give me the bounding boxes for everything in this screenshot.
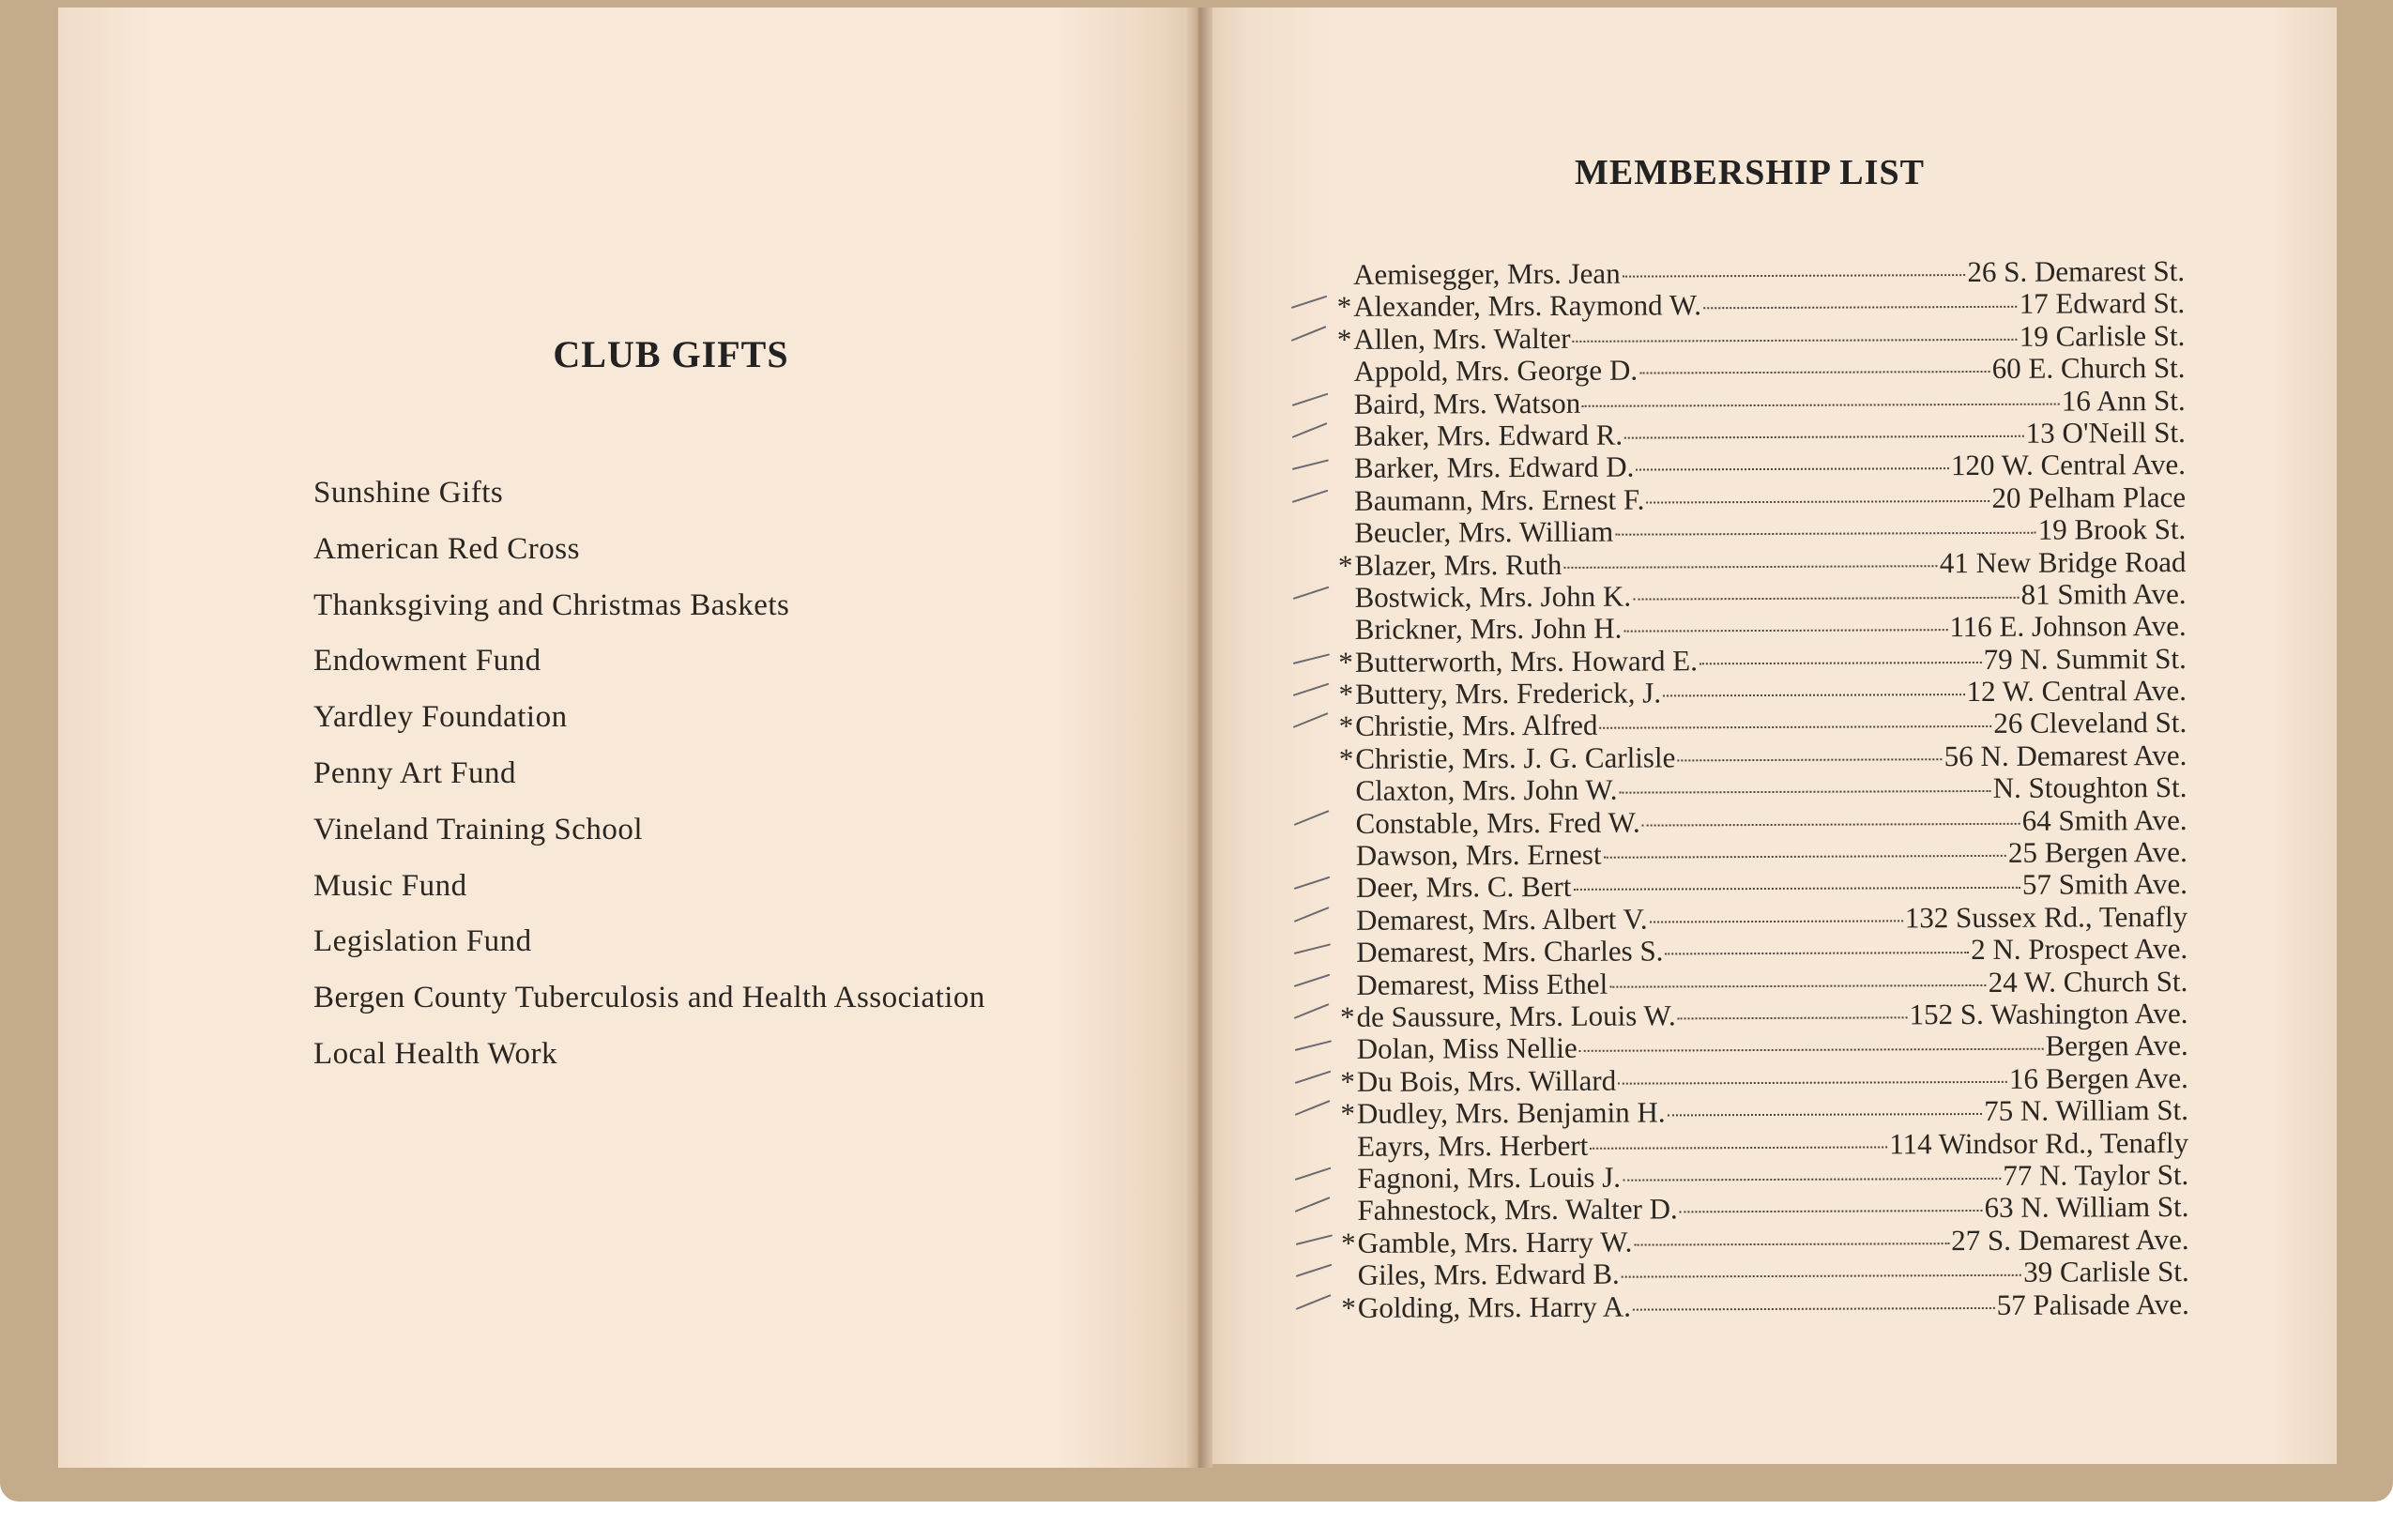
member-address: 20 Pelham Place	[1991, 480, 2187, 514]
member-address: 60 E. Church St.	[1991, 351, 2186, 386]
member-row	[1332, 512, 2186, 548]
member-name: Bostwick, Mrs. John K.	[1354, 579, 1632, 614]
member-address: 114 Windsor Rd., Tenafly	[1889, 1125, 2189, 1160]
dot-leader	[1633, 597, 2020, 601]
member-address: 27 S. Demarest Ave.	[1951, 1222, 2189, 1257]
member-name: Beucler, Mrs. William	[1354, 514, 1614, 550]
dot-leader	[1573, 887, 2020, 891]
member-row	[1335, 1223, 2189, 1258]
dot-leader	[1623, 629, 1947, 633]
member-address: 26 S. Demarest St.	[1967, 254, 2186, 289]
member-name: de Saussure, Mrs. Louis W.	[1356, 999, 1676, 1033]
member-name: Christie, Mrs. Alfred	[1355, 709, 1598, 743]
club-gifts-title: CLUB GIFTS	[553, 333, 789, 375]
member-star-marker: *	[1336, 322, 1352, 356]
member-name: Baird, Mrs. Watson	[1353, 386, 1581, 420]
member-address: 17 Edward St.	[2019, 286, 2186, 321]
dot-leader	[1563, 565, 1938, 569]
member-row	[1332, 545, 2186, 581]
member-address: 19 Carlisle St.	[2019, 318, 2186, 353]
dot-leader	[1624, 435, 2024, 439]
dot-leader	[1663, 694, 1965, 696]
member-address: 77 N. Taylor St.	[2003, 1157, 2189, 1192]
member-star-marker: *	[1337, 548, 1353, 582]
member-row	[1332, 416, 2186, 451]
dot-leader	[1590, 1146, 1887, 1149]
member-star-marker: *	[1340, 1097, 1356, 1131]
member-row	[1334, 965, 2187, 1000]
gift-item: Thanksgiving and Christmas Baskets	[313, 587, 790, 622]
dot-leader	[1646, 500, 1989, 504]
member-address: 57 Palisade Ave.	[1996, 1287, 2189, 1321]
member-star-marker: *	[1341, 1226, 1356, 1259]
member-row	[1333, 642, 2187, 678]
member-row	[1334, 1093, 2188, 1129]
member-name: Alexander, Mrs. Raymond W.	[1353, 288, 1702, 324]
gift-item: Penny Art Fund	[313, 755, 517, 790]
member-address: 12 W. Central Ave.	[1966, 674, 2187, 709]
member-address: 81 Smith Ave.	[2020, 576, 2187, 611]
gift-item: Sunshine Gifts	[313, 476, 504, 510]
dot-leader	[1623, 274, 1966, 278]
member-address: 64 Smith Ave.	[2021, 802, 2187, 837]
member-row	[1333, 674, 2187, 709]
member-row	[1334, 1029, 2188, 1064]
gift-item: Bergen County Tuberculosis and Health Association	[313, 981, 985, 1015]
member-name: Allen, Mrs. Walter	[1353, 321, 1571, 356]
member-name: Dolan, Miss Nellie	[1356, 1031, 1578, 1066]
dot-leader	[1609, 984, 1987, 988]
member-star-marker: *	[1338, 645, 1353, 679]
member-row	[1334, 997, 2187, 1032]
member-row	[1331, 319, 2185, 355]
member-address: 63 N. William St.	[1984, 1190, 2189, 1225]
member-address: 16 Ann St.	[2061, 383, 2186, 418]
member-address: Bergen Ave.	[2045, 1029, 2188, 1063]
member-name: Baumann, Mrs. Ernest F.	[1354, 482, 1645, 517]
member-row	[1333, 770, 2187, 806]
member-address: 152 S. Washington Ave.	[1909, 997, 2188, 1031]
member-name: Fahnestock, Mrs. Walter D.	[1357, 1192, 1678, 1227]
dot-leader	[1680, 1210, 1983, 1212]
dot-leader	[1650, 920, 1903, 922]
dot-leader	[1582, 403, 2060, 406]
member-address: 57 Smith Ave.	[2021, 867, 2187, 902]
dot-leader	[1699, 662, 1982, 664]
member-row	[1335, 1288, 2189, 1323]
member-row	[1332, 384, 2186, 419]
member-address: 41 New Bridge Road	[1939, 544, 2187, 579]
member-name: Dudley, Mrs. Benjamin H.	[1356, 1095, 1666, 1131]
member-address: 16 Bergen Ave.	[2008, 1060, 2188, 1095]
member-name: Constable, Mrs. Fred W.	[1355, 805, 1640, 840]
dot-leader	[1615, 532, 2036, 536]
dot-leader	[1639, 371, 1990, 374]
dot-leader	[1668, 1113, 1983, 1116]
member-name: Fagnoni, Mrs. Louis J.	[1357, 1160, 1622, 1195]
member-name: Gamble, Mrs. Harry W.	[1357, 1225, 1633, 1259]
dot-leader	[1636, 467, 1949, 470]
dot-leader	[1604, 855, 2006, 859]
member-name: Du Bois, Mrs. Willard	[1356, 1063, 1617, 1098]
member-address: 26 Cleveland St.	[1993, 706, 2187, 740]
member-name: Aemisegger, Mrs. Jean	[1352, 256, 1621, 291]
member-star-marker: *	[1339, 999, 1355, 1033]
gift-item: Yardley Foundation	[313, 700, 568, 735]
member-name: Baker, Mrs. Edward R.	[1353, 418, 1623, 452]
gift-item: Legislation Fund	[313, 924, 532, 959]
member-name: Demarest, Miss Ethel	[1356, 967, 1608, 1001]
dot-leader	[1634, 1243, 1949, 1245]
member-name: Christie, Mrs. J. G. Carlisle	[1355, 740, 1676, 775]
member-row	[1334, 1158, 2188, 1194]
member-row	[1334, 1126, 2188, 1162]
member-name: Demarest, Mrs. Albert V.	[1356, 902, 1648, 937]
gift-item: Music Fund	[313, 868, 467, 903]
gift-item: Endowment Fund	[313, 644, 541, 679]
dot-leader	[1633, 1306, 1995, 1310]
member-star-marker: *	[1340, 1064, 1355, 1098]
gift-item: Vineland Training School	[313, 812, 644, 846]
member-name: Deer, Mrs. C. Bert	[1355, 870, 1572, 905]
dot-leader	[1677, 758, 1942, 761]
member-address: N. Stoughton St.	[1992, 770, 2187, 805]
dot-leader	[1572, 339, 2017, 343]
dot-leader	[1665, 952, 1969, 954]
member-address: 120 W. Central Ave.	[1950, 448, 2187, 482]
member-name: Claxton, Mrs. John W.	[1355, 772, 1618, 808]
member-name: Butterworth, Mrs. Howard E.	[1354, 643, 1699, 679]
dot-leader	[1642, 822, 2020, 826]
dot-leader	[1579, 1048, 2044, 1052]
member-row	[1334, 932, 2187, 968]
member-name: Brickner, Mrs. John H.	[1354, 611, 1623, 647]
member-address: 132 Sussex Rd., Tenafly	[1904, 899, 2188, 935]
member-row	[1334, 835, 2187, 871]
member-address: 75 N. William St.	[1984, 1093, 2189, 1128]
book-gutter	[1184, 8, 1212, 1468]
member-address: 116 E. Johnson Ave.	[1949, 609, 2187, 644]
member-name: Blazer, Mrs. Ruth	[1354, 547, 1562, 582]
dot-leader	[1620, 790, 1991, 794]
member-row	[1333, 609, 2187, 645]
membership-list	[1331, 254, 2189, 1323]
member-row	[1331, 351, 2185, 387]
member-name: Appold, Mrs. George D.	[1353, 353, 1639, 389]
member-name: Dawson, Mrs. Ernest	[1355, 837, 1602, 872]
member-row	[1332, 480, 2186, 516]
club-gifts-list	[313, 465, 985, 1083]
member-row	[1333, 739, 2187, 774]
dot-leader	[1703, 306, 2018, 309]
member-row	[1334, 803, 2187, 839]
member-name: Buttery, Mrs. Frederick, J.	[1354, 676, 1662, 710]
gift-item: Local Health Work	[313, 1036, 557, 1071]
member-row	[1334, 1061, 2188, 1097]
member-row	[1331, 286, 2185, 322]
member-address: 2 N. Prospect Ave.	[1971, 932, 2188, 967]
member-name: Barker, Mrs. Edward D.	[1353, 450, 1635, 485]
member-star-marker: *	[1341, 1290, 1356, 1324]
dot-leader	[1623, 1178, 2001, 1182]
member-address: 39 Carlisle St.	[2023, 1255, 2189, 1288]
membership-list-title: MEMBERSHIP LIST	[1575, 153, 1925, 192]
member-row	[1331, 254, 2185, 290]
member-row	[1334, 1190, 2188, 1226]
member-row	[1332, 448, 2186, 483]
member-address: 25 Bergen Ave.	[2007, 835, 2187, 869]
dot-leader	[1618, 1081, 2007, 1085]
member-name: Demarest, Mrs. Charles S.	[1356, 934, 1664, 969]
member-star-marker: *	[1338, 741, 1354, 775]
member-address: 19 Brook St.	[2037, 512, 2187, 546]
dot-leader	[1622, 1274, 2021, 1278]
member-address: 24 W. Church St.	[1988, 964, 2188, 999]
member-row	[1334, 900, 2187, 936]
member-address: 56 N. Demarest Ave.	[1943, 738, 2187, 773]
dot-leader	[1599, 725, 1991, 729]
member-star-marker: *	[1336, 290, 1352, 324]
member-address: 79 N. Summit St.	[1983, 641, 2187, 676]
member-row	[1333, 706, 2187, 741]
member-name: Eayrs, Mrs. Herbert	[1357, 1128, 1589, 1163]
member-address: 13 O'Neill St.	[2025, 415, 2186, 450]
dot-leader	[1678, 1016, 1908, 1019]
member-star-marker: *	[1338, 709, 1354, 743]
member-row	[1334, 867, 2187, 903]
member-star-marker: *	[1338, 677, 1354, 711]
member-name: Giles, Mrs. Edward B.	[1357, 1257, 1620, 1291]
gift-item: American Red Cross	[313, 531, 580, 566]
member-row	[1333, 577, 2187, 613]
member-row	[1335, 1255, 2189, 1290]
member-name: Golding, Mrs. Harry A.	[1357, 1289, 1631, 1324]
